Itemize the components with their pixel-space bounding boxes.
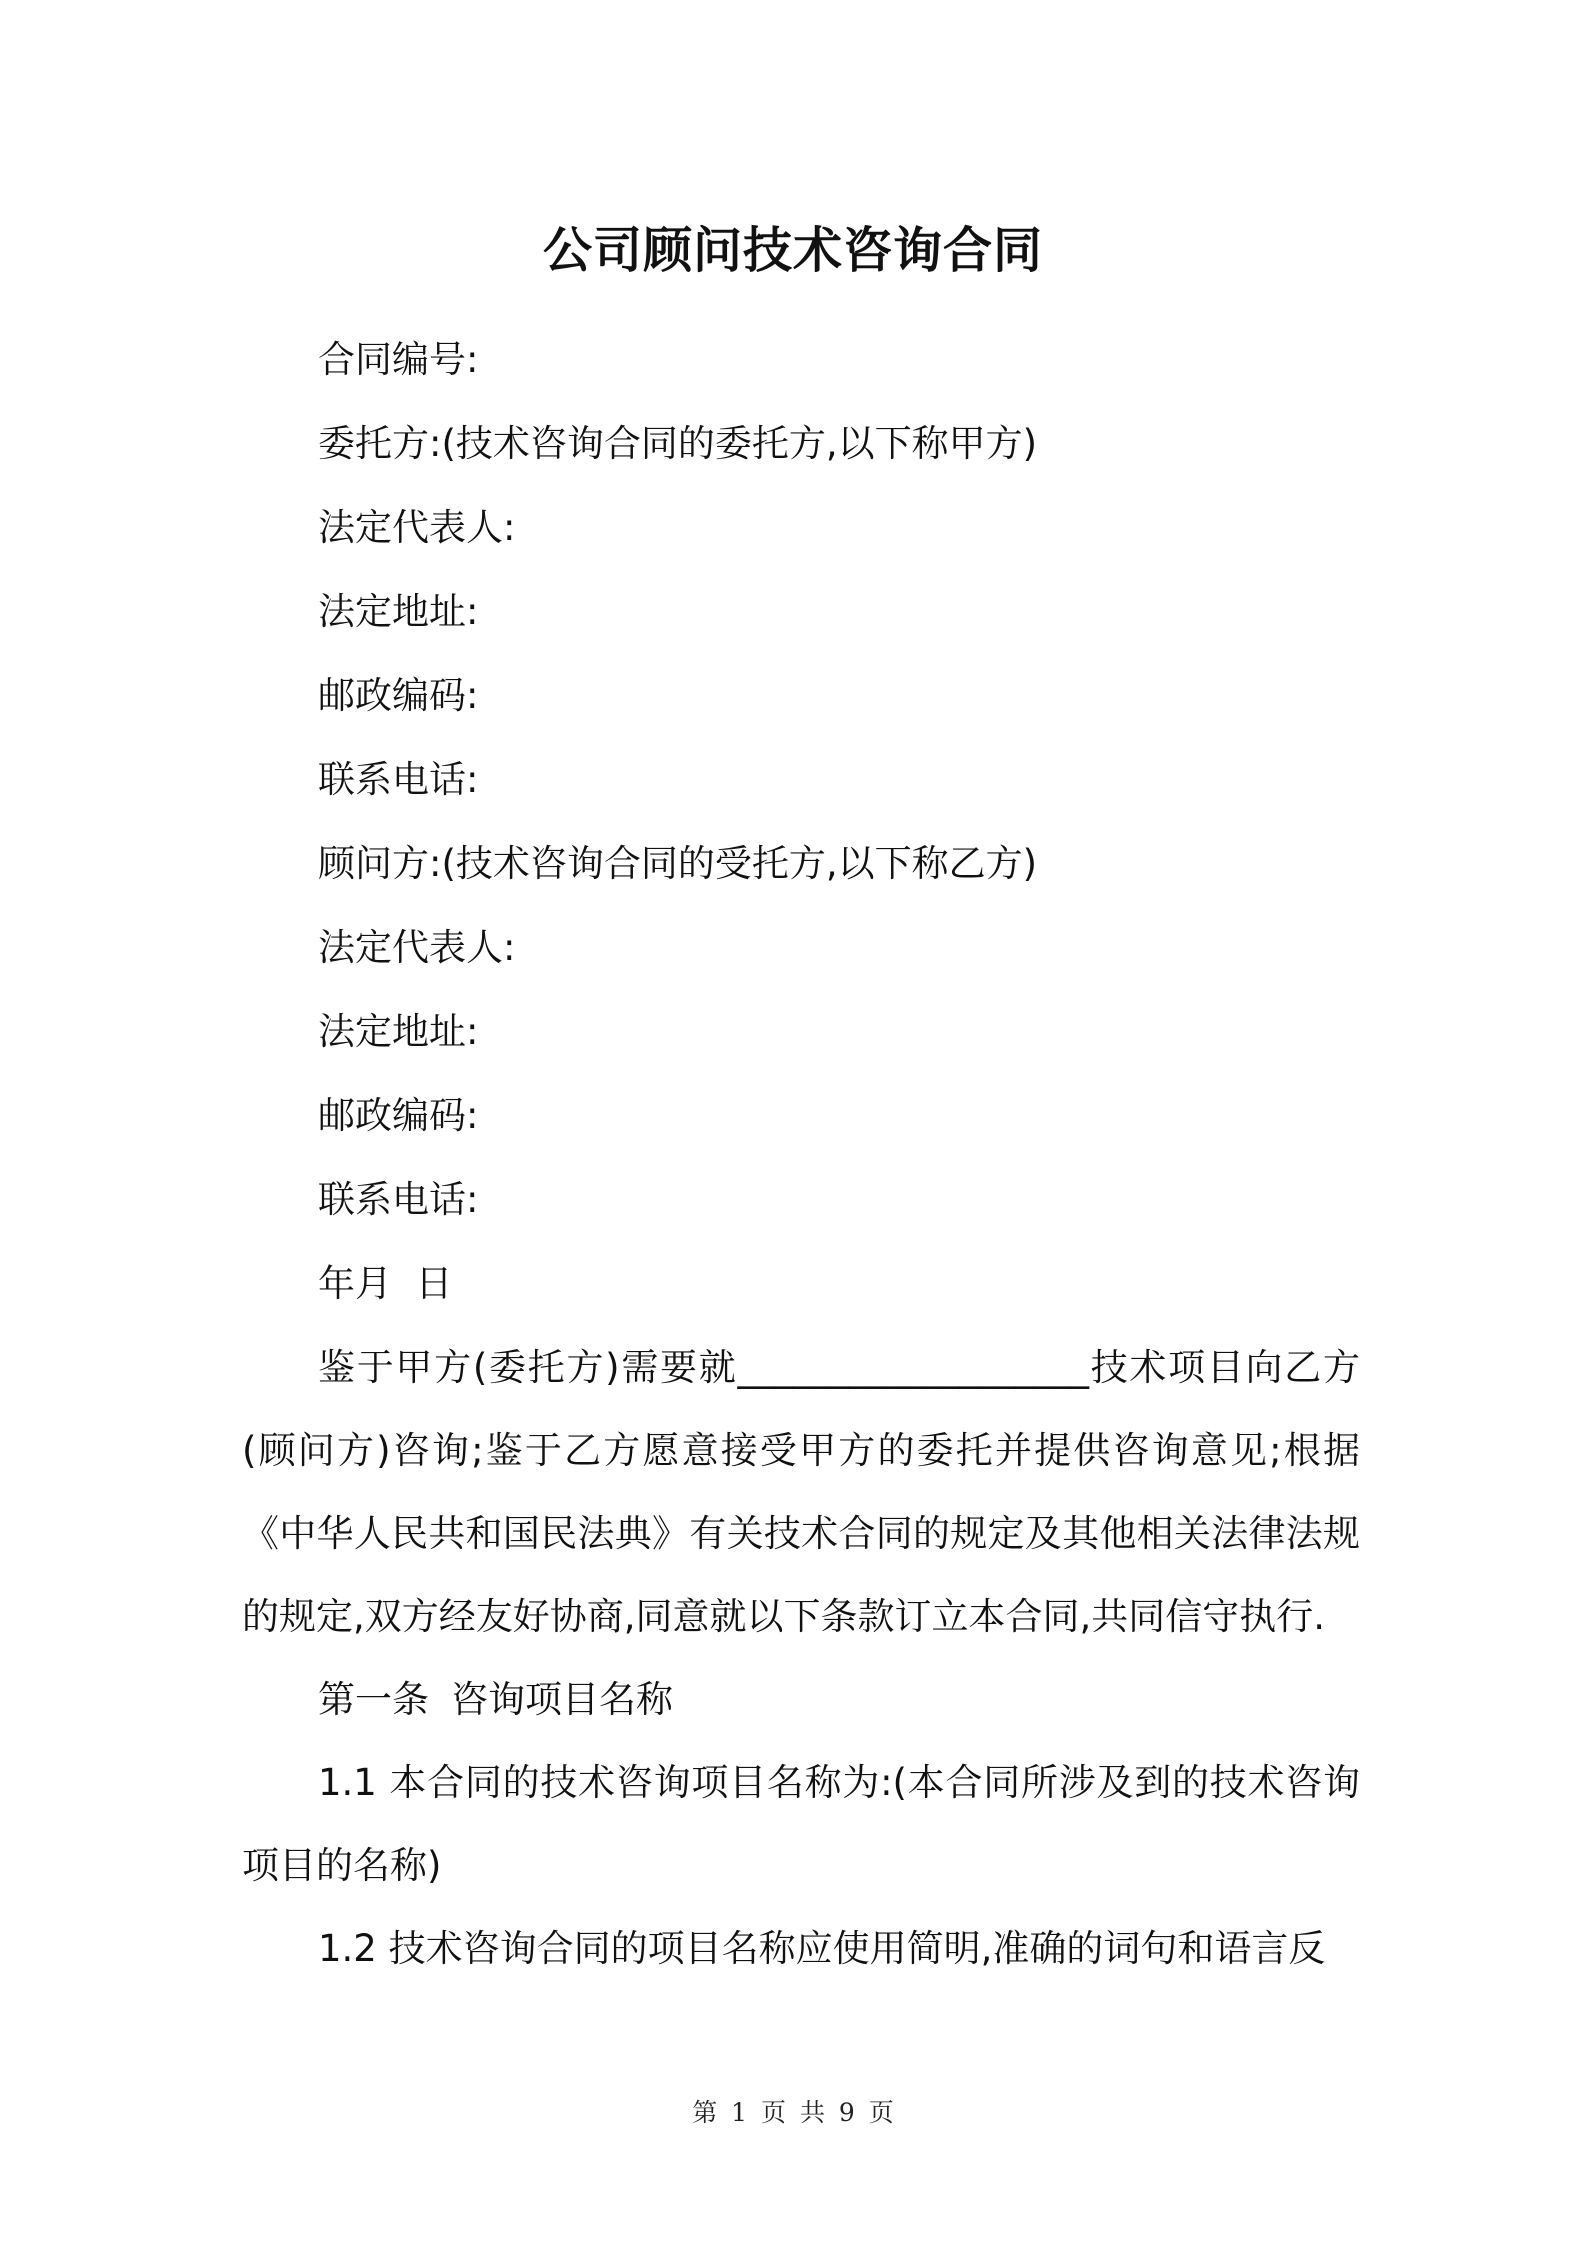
clause-1-2: 1.2 技术咨询合同的项目名称应使用简明,准确的词句和语言反 bbox=[318, 1927, 1326, 1970]
contract-number-field: 合同编号: bbox=[318, 338, 479, 381]
article-title: 咨询项目名称 bbox=[451, 1678, 673, 1721]
preamble-paragraph: 鉴于甲方(委托方)需要就___________________技术项目向乙方(顾问方)咨询;鉴于乙方愿意接受甲方的委托并提供咨询意见;根据《中华人民共和国民法典》有关技术合同的规定及其他相关法律法规的规定,双方经友好协商,同意就以下条款订立本合同,共同信守执行. bbox=[242, 1346, 1360, 1638]
page-footer: 第 1 页 共 9 页 bbox=[692, 2098, 894, 2127]
client-postal-code-field: 邮政编码: bbox=[318, 674, 479, 717]
client-legal-representative-field: 法定代表人: bbox=[318, 506, 516, 549]
clause-1-1: 1.1 本合同的技术咨询项目名称为:(本合同所涉及到的技术咨询项目的名称) bbox=[242, 1761, 1360, 1887]
consultant-party-field: 顾问方:(技术咨询合同的受托方,以下称乙方) bbox=[318, 842, 1038, 885]
document-title: 公司顾问技术咨询合同 bbox=[542, 222, 1043, 279]
consultant-legal-representative-field: 法定代表人: bbox=[318, 926, 516, 969]
consultant-phone-field: 联系电话: bbox=[318, 1178, 479, 1221]
client-legal-address-field: 法定地址: bbox=[318, 590, 479, 633]
document-body bbox=[242, 318, 1360, 1990]
article-1-heading bbox=[242, 1658, 1360, 1741]
consultant-postal-code-field: 邮政编码: bbox=[318, 1094, 479, 1137]
client-party-field: 委托方:(技术咨询合同的委托方,以下称甲方) bbox=[318, 422, 1038, 465]
consultant-legal-address-field: 法定地址: bbox=[318, 1010, 479, 1053]
article-number: 第一条 bbox=[318, 1678, 429, 1721]
client-phone-field: 联系电话: bbox=[318, 758, 479, 801]
date-field: 年月 日 bbox=[318, 1262, 453, 1305]
